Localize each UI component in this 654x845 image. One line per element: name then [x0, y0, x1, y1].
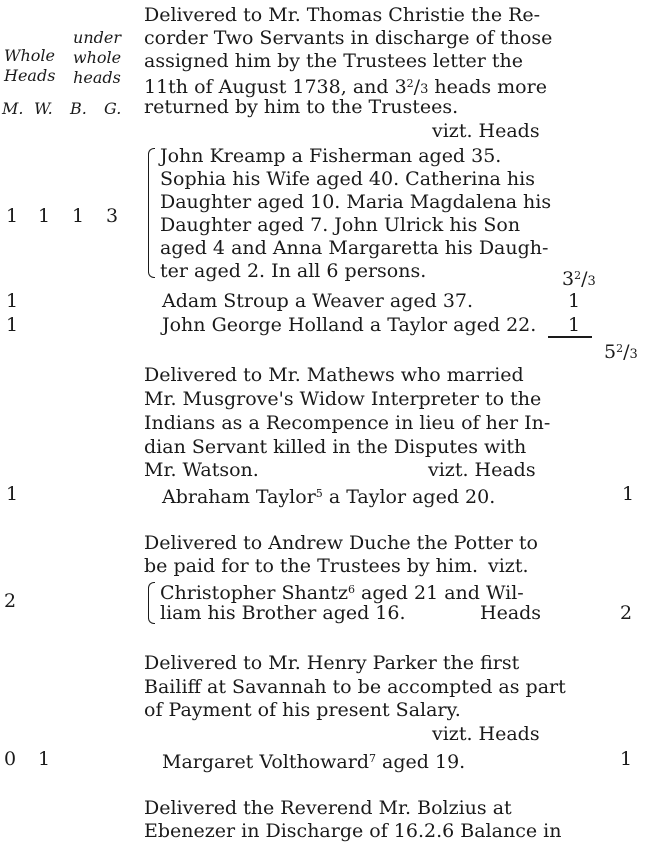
col-b: B.	[70, 99, 87, 118]
row-holland: John George Holland a Taylor aged 22.	[162, 314, 537, 336]
block4-vizt: vizt. Heads	[432, 723, 540, 745]
family-count-w: 1	[38, 205, 51, 227]
block4-line: Delivered to Mr. Henry Parker the first	[144, 652, 520, 674]
footnote-7: 7	[369, 752, 376, 765]
sum-rule	[548, 336, 592, 338]
brothers-brace	[148, 582, 155, 624]
col-m: M.	[2, 99, 24, 118]
family-count-b: 1	[72, 205, 85, 227]
block3-line: Delivered to Andrew Duche the Potter to	[144, 532, 538, 554]
header-heads-left: Heads	[4, 66, 56, 85]
family-line: Sophia his Wife aged 40. Catherina his	[160, 168, 535, 190]
block4-heads: 1	[620, 748, 633, 770]
block4-person-row	[162, 748, 465, 773]
block2-person: Abraham Taylor	[162, 486, 316, 508]
family-brace	[148, 148, 155, 278]
block5-line: Ebenezer in Discharge of 16.2.6 Balance in	[144, 820, 562, 842]
block2-heads: 1	[622, 483, 635, 505]
col-g: G.	[104, 99, 122, 118]
block4-m: 0	[4, 748, 17, 770]
block1-line-date: 11th of August 1738, and $3^2/3$ heads more	[144, 76, 547, 98]
family-count-m: 1	[6, 205, 19, 227]
block2-person-rest: a Taylor aged 20.	[322, 486, 496, 508]
family-line: Daughter aged 10. Maria Magdalena his	[160, 191, 552, 213]
row-adam-heads: 1	[568, 290, 581, 312]
block2-person-row	[162, 483, 495, 508]
block5-line: Delivered the Reverend Mr. Bolzius at	[144, 797, 512, 819]
block1-vizt: vizt. Heads	[432, 120, 540, 142]
block2-line: Indians as a Recompence in lieu of her In-	[144, 412, 551, 434]
block1-line: returned by him to the Trustees.	[144, 96, 459, 118]
header-whole2: whole	[72, 48, 122, 67]
header-under: under	[73, 28, 121, 47]
row-adam-m: 1	[6, 290, 19, 312]
block4-line: Bailiff at Savannah to be accompted as part	[144, 676, 566, 698]
block2-line: Mr. Watson.	[144, 459, 259, 481]
family-line: aged 4 and Anna Margaretta his Daugh-	[160, 237, 549, 259]
block3-line: be paid for to the Trustees by him.	[144, 555, 479, 577]
col-w: W.	[34, 99, 53, 118]
block3-heads: 2	[620, 602, 633, 624]
footnote-6: 6	[348, 583, 355, 596]
block1-line: assigned him by the Trustees letter the	[144, 50, 523, 72]
block2-vizt: vizt. Heads	[428, 459, 536, 481]
block2-line: Delivered to Mr. Mathews who married	[144, 364, 524, 386]
block3-person-rest: aged 21 and Wil-	[355, 582, 524, 604]
block4-person-rest: aged 19.	[376, 751, 466, 773]
block3-line4: liam his Brother aged 16.	[160, 602, 406, 624]
family-line: John Kreamp a Fisherman aged 35.	[160, 145, 502, 167]
block2-m: 1	[6, 483, 19, 505]
block3-person: Christopher Shantz	[160, 582, 348, 604]
block3-person-row	[160, 579, 524, 604]
block1-line: Delivered to Mr. Thomas Christie the Re-	[144, 4, 541, 26]
row-holland-heads: 1	[568, 314, 581, 336]
block3-vizt: vizt.	[488, 555, 529, 577]
row-adam: Adam Stroup a Weaver aged 37.	[162, 290, 474, 312]
family-count-g: 3	[106, 205, 119, 227]
block4-line: of Payment of his present Salary.	[144, 699, 461, 721]
block3-heads-label: Heads	[480, 602, 542, 624]
header-heads: heads	[73, 68, 121, 87]
family-line: Daughter aged 7. John Ulrick his Son	[160, 214, 521, 236]
row-holland-m: 1	[6, 314, 19, 336]
block3-m: 2	[4, 590, 17, 612]
family-line: ter aged 2. In all 6 persons.	[160, 260, 427, 282]
block2-line: dian Servant killed in the Disputes with	[144, 436, 527, 458]
family-heads: $3^2/3$	[562, 268, 596, 290]
header-under-whole-heads	[72, 28, 122, 88]
block1-line: corder Two Servants in discharge of those	[144, 27, 553, 49]
footnote-5: 5	[315, 487, 323, 500]
header-whole: Whole	[4, 46, 55, 65]
block1-total: $5^2/3$	[604, 341, 638, 363]
block2-line: Mr. Musgrove's Widow Interpreter to the	[144, 388, 542, 410]
block4-person: Margaret Volthoward	[162, 751, 369, 773]
header-whole-heads	[4, 46, 54, 86]
block4-w: 1	[38, 748, 51, 770]
